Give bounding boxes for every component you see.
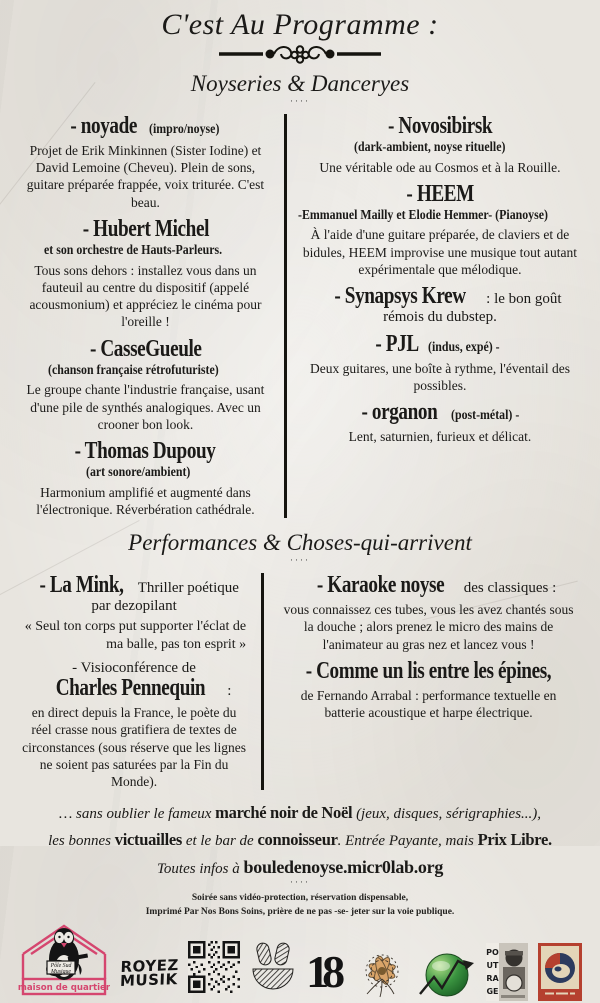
act-charles-pennequin — [18, 660, 250, 791]
numeral-18-logo — [306, 946, 346, 1001]
act-hubert-michel — [18, 217, 273, 331]
act-tagline: : le bon goût rémois du dubstep. — [383, 291, 562, 326]
fine-print-line-2: Imprimé Par Nos Bons Soins, prière de ne pas -se- jeter sur la voie publique. — [145, 906, 455, 917]
act-name: - Karaoke noyse — [316, 572, 445, 599]
section-heading-noyseries: Noyseries & Danceryes — [190, 71, 410, 96]
flower-sketch-logo — [356, 945, 408, 999]
footer-text: … sans oublier le fameux — [58, 806, 216, 823]
act-description: Deux guitares, une boîte à rythme, l'éventail des possibles. — [309, 360, 570, 394]
act-tagline: Thriller poétique par dezopilant — [91, 580, 239, 615]
act-noyade — [18, 114, 273, 211]
act-name: Charles Pennequin — [55, 675, 205, 702]
footer-text: . Entrée Payante, mais — [337, 833, 478, 850]
act-name: - noyade — [70, 113, 137, 139]
svg-text:PO: PO — [486, 948, 499, 958]
website-url: bouledenoyse.micr0lab.org — [243, 857, 444, 878]
hatched-sphere-logo — [250, 941, 296, 995]
column-right — [296, 108, 584, 524]
act-tagline: des classiques : — [460, 580, 557, 597]
footer-victuailles-line — [16, 830, 584, 850]
act-name: - CasseGueule — [89, 335, 202, 362]
act-genre: (art sonore/ambient) — [86, 463, 191, 479]
act-genre: (chanson française rétrofuturiste) — [48, 361, 220, 377]
flourish-icon — [215, 43, 385, 65]
partner-logos-row — [16, 919, 584, 1003]
act-title — [298, 284, 582, 326]
svg-text:Musique: Musique — [51, 969, 71, 976]
fine-print-line-1: Soirée sans vidéo-protection, réservation dispensable, — [191, 893, 409, 904]
poutrage-logo — [486, 943, 528, 1001]
act-title — [298, 182, 582, 224]
footer-highlight: connoisseur — [257, 830, 338, 850]
svg-text:RA: RA — [486, 974, 499, 984]
column-right — [273, 567, 584, 796]
act-title — [18, 439, 273, 481]
footer-text: et le bar de — [182, 833, 258, 850]
column-left — [16, 108, 275, 524]
act-comme-un-lis — [275, 659, 582, 721]
act-name: - Thomas Dupouy — [75, 438, 216, 465]
ornamental-divider — [16, 43, 584, 65]
info-separator-dots: ···· — [290, 877, 310, 888]
column-left — [16, 567, 252, 796]
act-title — [298, 400, 582, 425]
act-genre: (post-métal) - — [450, 407, 519, 423]
info-line — [16, 857, 584, 878]
act-title — [18, 573, 250, 615]
act-novosibirsk — [298, 114, 582, 176]
column-divider — [284, 114, 287, 518]
qr-code — [188, 941, 240, 993]
footer-marche-noir-line — [16, 803, 584, 823]
act-genre: et son orchestre de Hauts-Parleurs. — [44, 241, 223, 257]
act-genre: (impro/noyse) — [149, 121, 220, 136]
act-name: - PJL — [375, 330, 419, 357]
footer-text: les bonnes — [48, 833, 115, 850]
act-name: - organon — [361, 399, 438, 426]
section-noyseries-columns — [16, 108, 584, 524]
royez-musik-logo — [119, 957, 179, 1002]
royez-line-1: ROYEZ — [120, 955, 180, 976]
svg-text:maison de quartier: maison de quartier — [18, 983, 110, 994]
section-separator-dots: ···· — [290, 555, 310, 566]
act-title — [275, 573, 582, 598]
poster-title: C'est Au Programme : — [161, 8, 439, 41]
act-name: - Hubert Michel — [82, 216, 209, 243]
fine-print — [16, 892, 584, 919]
svg-text:GE: GE — [486, 987, 499, 997]
pole-sud-musique-logo — [18, 919, 110, 1001]
svg-text:Pôle Sud: Pôle Sud — [50, 963, 72, 970]
act-cassegueule — [18, 337, 273, 433]
svg-text:UT: UT — [486, 961, 499, 971]
act-title — [275, 659, 582, 684]
act-description: vous connaissez ces tubes, vous les avez chantés sous la douche ; alors prenez le micro des mains de l'animateur au gras nez et lancez vous ! — [283, 602, 574, 652]
act-synapsys-krew — [298, 284, 582, 326]
act-description: Tous sons dehors : installez vous dans un fauteuil au centre du dispositif (appelé acousmonium) et appréciez le cinéma pour l'oreille ! — [29, 262, 262, 330]
section-separator-dots: ···· — [290, 96, 310, 106]
act-title — [18, 217, 273, 259]
act-heem — [298, 182, 582, 278]
act-name: - La Mink, — [39, 572, 124, 599]
act-title — [298, 114, 582, 156]
act-description: Projet de Erik Minkinnen (Sister Iodine) et David Lemoine (Cheveu). Plein de sons, guitare préparée frappée, voix triturée. C'est beau. — [26, 142, 265, 210]
act-prefix: - Visioconférence de — [72, 659, 196, 676]
act-title — [18, 337, 273, 379]
act-organon — [298, 400, 582, 445]
act-name: - HEEM — [406, 180, 474, 207]
act-title — [18, 660, 250, 702]
section-performances-columns — [16, 567, 584, 796]
act-description: Le groupe chante l'industrie française, usant d'une pile de synthés analogiques. Avec un crooner bon look. — [26, 382, 265, 432]
act-description: Lent, saturnien, furieux et délicat. — [348, 429, 532, 445]
act-description: de Fernando Arrabal : performance textuelle en batterie acoustique et harpe électrique. — [300, 687, 557, 721]
act-karaoke-noyse — [275, 573, 582, 653]
section-heading-performances: Performances & Choses-qui-arrivent — [128, 530, 472, 556]
act-description: À l'aide d'une guitare préparée, de claviers et de bidules, HEEM improvise une musique tout autant expérimentale que mélodique. — [302, 227, 577, 277]
act-suffix: : — [223, 683, 232, 700]
act-description: Harmonium amplifié et augmenté dans l'électronique. Réverbération cathédrale. — [36, 484, 255, 517]
act-title — [298, 332, 582, 357]
act-title — [18, 114, 273, 139]
info-prefix: Toutes infos à — [156, 861, 244, 878]
footer-text: (jeux, disques, sérigraphies...), — [352, 806, 542, 823]
act-thomas-dupouy — [18, 439, 273, 518]
footer-highlight: marché noir de Noël — [215, 803, 353, 823]
act-name: - Synapsys Krew — [334, 283, 467, 310]
column-divider — [261, 573, 264, 790]
act-genre: (dark-ambient, noyse rituelle) — [353, 138, 506, 154]
green-sphere-pulse-logo — [418, 949, 476, 999]
act-pjl — [298, 332, 582, 394]
act-description: en direct depuis la France, le poète du réel crasse nous gratifiera de textes de circonstances (sous réserve que les lignes ne soient pas saturées par la Fin du Monde). — [22, 705, 246, 790]
footer-highlight: victuailles — [114, 830, 183, 850]
footer-highlight: Prix Libre. — [477, 830, 552, 850]
act-genre: (indus, expé) - — [428, 338, 500, 354]
cosmonaut-stamp-logo — [538, 943, 582, 1001]
act-genre: -Emmanuel Mailly et Elodie Hemmer- (Pianoyse) — [297, 206, 548, 222]
royez-line-2: MUSIK — [119, 969, 178, 990]
act-name: - Novosibirsk — [387, 113, 493, 139]
act-quote: « Seul ton corps put supporter l'éclat de ma balle, pas ton esprit » — [24, 618, 247, 652]
numeral-18-text: 18 — [306, 946, 339, 998]
act-description: Une véritable ode au Cosmos et à la Rouille. — [319, 159, 561, 175]
act-la-mink — [18, 573, 250, 653]
act-name: - Comme un lis entre les épines, — [305, 657, 552, 684]
